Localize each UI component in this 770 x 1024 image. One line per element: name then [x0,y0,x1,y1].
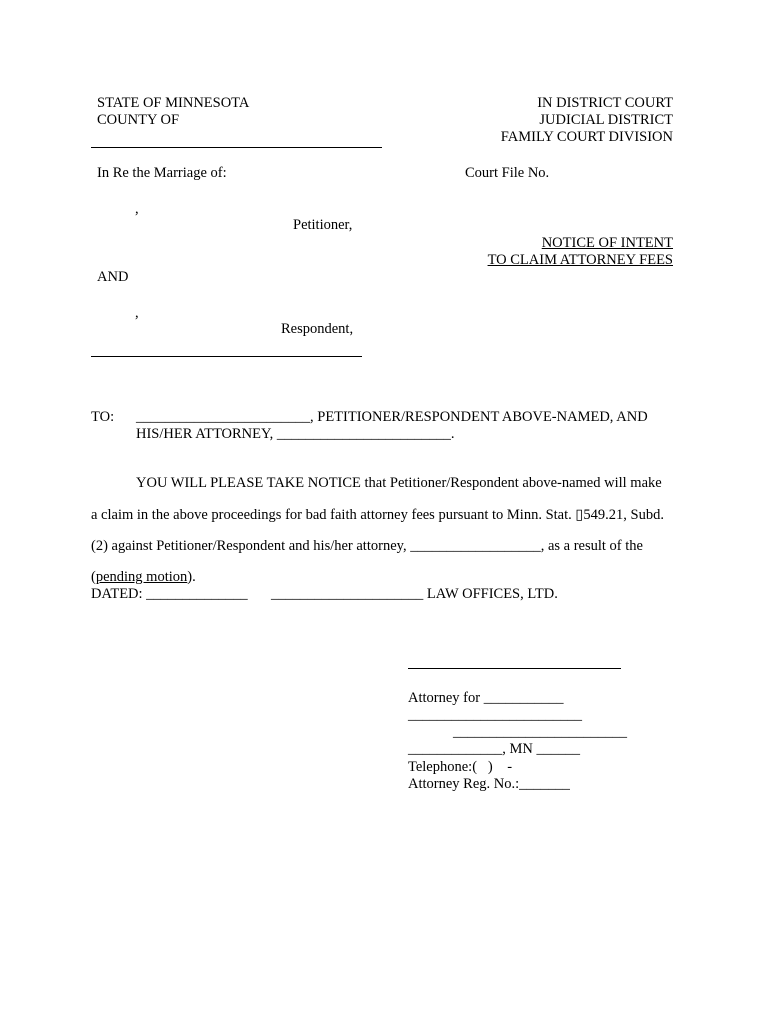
address-blank-2: ________________________ [453,724,627,740]
to-line-1: ________________________, PETITIONER/RESPONDENT ABOVE-NAMED, AND [136,409,648,425]
pending-motion-text: pending motion [95,569,188,585]
signature-line [408,668,621,669]
to-line-2: HIS/HER ATTORNEY, ________________________. [136,426,455,442]
notice-line-1: YOU WILL PLEASE TAKE NOTICE that Petitioner/Respondent above-named will make [136,475,662,491]
petitioner-label: Petitioner, [293,217,353,233]
document-title-line1: NOTICE OF INTENT [541,235,673,251]
state-label: STATE OF MINNESOTA [97,95,250,111]
caption-divider [91,356,362,357]
respondent-name-comma: , [135,305,139,321]
telephone-line: Telephone:( ) - [408,759,513,775]
city-state-line: _____________, MN ______ [408,741,580,757]
notice-line-4 [91,569,196,586]
attorney-reg-line: Attorney Reg. No.:_______ [408,776,570,792]
address-blank-1: ________________________ [408,707,582,723]
in-re-label: In Re the Marriage of: [97,165,227,181]
county-divider [91,147,382,148]
attorney-for-line: Attorney for ___________ [408,690,564,706]
respondent-label: Respondent, [281,321,354,337]
notice-line-2: a claim in the above proceedings for bad faith attorney fees pursuant to Minn. Stat. ▯549.21, Subd. [91,507,664,523]
petitioner-name-comma: , [135,201,139,217]
document-title-line2: TO CLAIM ATTORNEY FEES [487,252,673,268]
paren-close: ). [187,569,196,585]
district-label: JUDICIAL DISTRICT [539,112,673,128]
division-label: FAMILY COURT DIVISION [500,129,673,145]
court-label: IN DISTRICT COURT [537,95,673,111]
and-label: AND [97,269,129,285]
to-label: TO: [91,409,115,425]
court-file-label: Court File No. [465,165,550,181]
notice-line-3: (2) against Petitioner/Respondent and his/her attorney, __________________, as a result of the [91,538,643,554]
law-offices-line: _____________________ LAW OFFICES, LTD. [271,586,558,602]
paren-open: ( [91,569,96,585]
dated-line: DATED: ______________ [91,586,248,602]
county-label: COUNTY OF [97,112,180,128]
